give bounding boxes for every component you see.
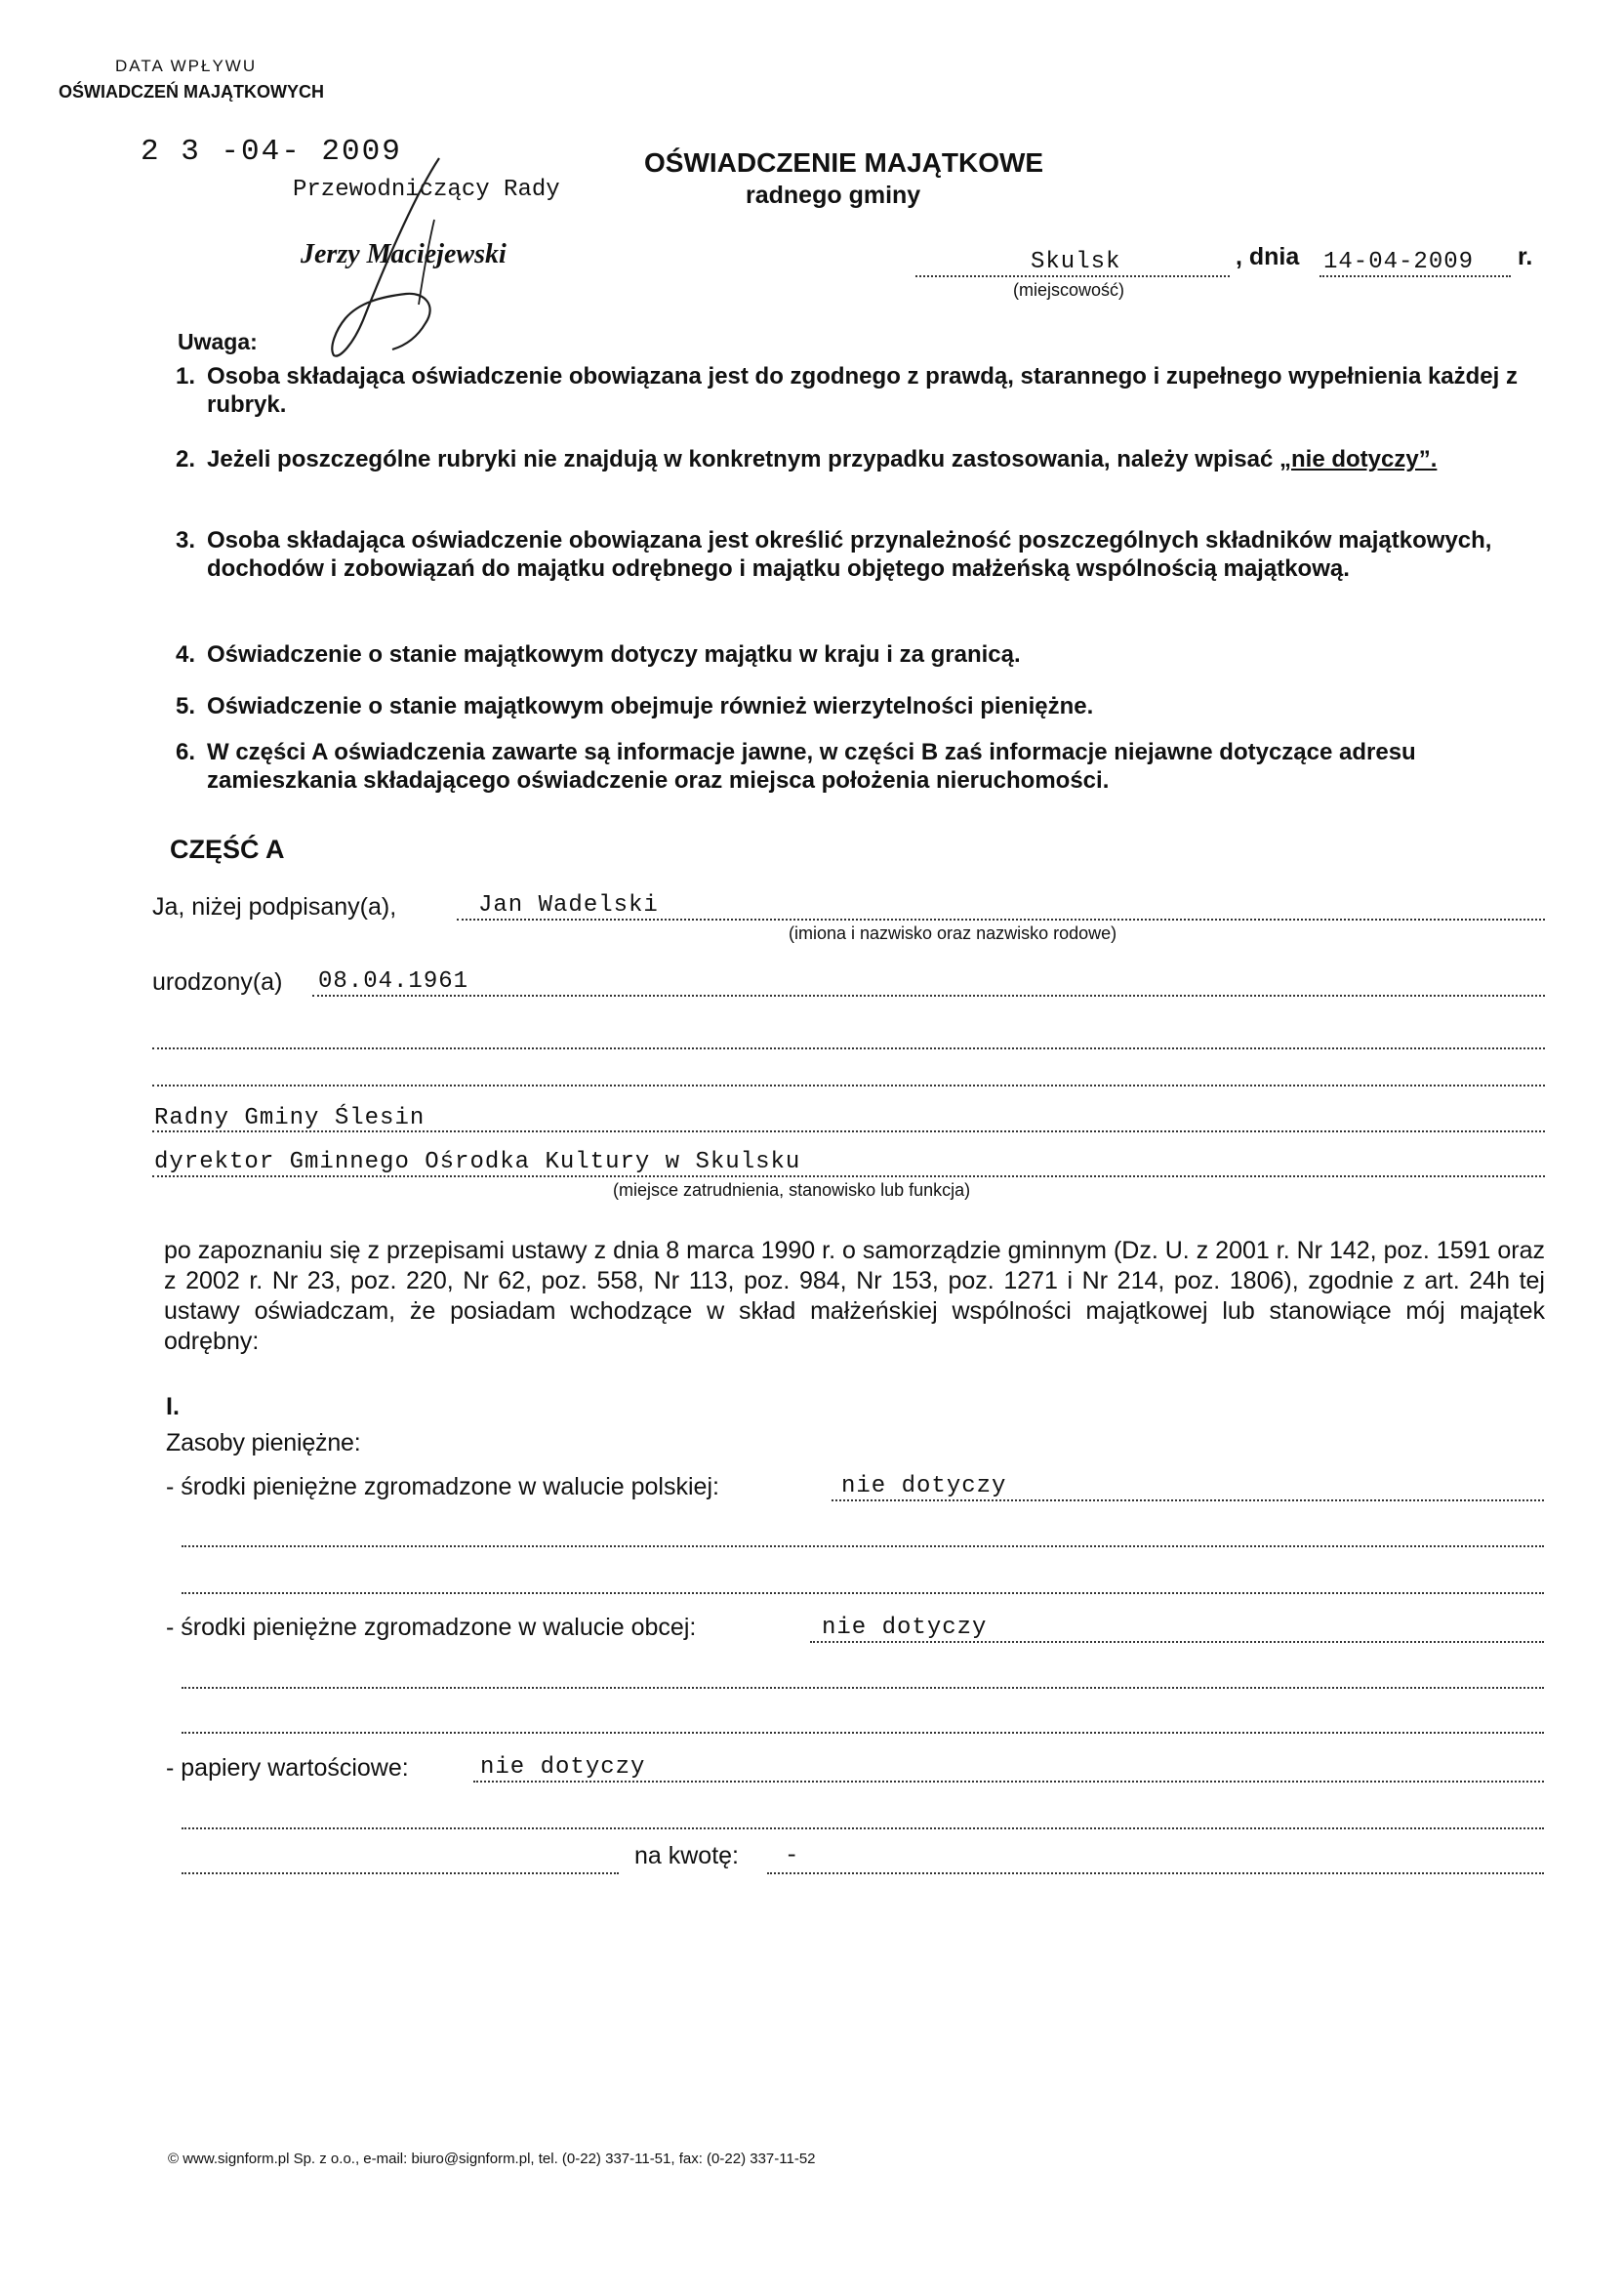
securities-label: - papiery wartościowe:	[166, 1754, 409, 1782]
blank-line	[182, 1545, 1544, 1547]
foreign-funds-label: - środki pieniężne zgromadzone w walucie obcej:	[166, 1614, 697, 1641]
amount-value: -	[785, 1843, 800, 1869]
handwritten-signature	[322, 146, 468, 390]
born-label: urodzony(a)	[152, 968, 283, 996]
note-text: Osoba składająca oświadczenie obowiązana jest określić przynależność poszczególnych składników majątkowych, dochodów i zobowiązań do majątku odrębnego i majątku objętego małżeńską wspólnością majątkową.	[207, 527, 1492, 582]
note-number: 3.	[176, 527, 196, 554]
amount-line	[767, 1872, 1544, 1874]
blank-line	[182, 1872, 619, 1874]
stamp-declarations-label: OŚWIADCZEŃ MAJĄTKOWYCH	[59, 82, 324, 102]
signed-label: Ja, niżej podpisany(a),	[152, 893, 397, 921]
blank-line	[182, 1687, 1544, 1689]
note-text: Oświadczenie o stanie majątkowym obejmuje również wierzytelności pieniężne.	[207, 693, 1094, 719]
place-value: Skulsk	[1031, 249, 1121, 275]
declaration-paragraph: po zapoznaniu się z przepisami ustawy z dnia 8 marca 1990 r. o samorządzie gminnym (Dz. U. z 2001 r. Nr 142, poz. 1591 oraz z 2002 r. Nr 23, poz. 220, Nr 62, poz. 558, Nr 113, poz. 984, Nr 153, poz. 1271 i Nr 214, poz. 1806), zgodnie z art. 24h tej ustawy oświadczam, że posiadam wchodzące w skład małżeńskiej wspólności majątkowej lub stanowiące mój majątek odrębny:	[164, 1237, 1545, 1355]
stamp-date-received-label: DATA WPŁYWU	[115, 57, 258, 75]
chairman-title: Przewodniczący Rady	[293, 177, 560, 203]
note-item-6	[176, 738, 1542, 795]
pln-funds-line	[832, 1499, 1544, 1501]
section-i-title: Zasoby pieniężne:	[166, 1429, 361, 1456]
note-item-5	[176, 692, 1542, 720]
employment-line	[152, 1175, 1545, 1177]
note-text: Oświadczenie o stanie majątkowym dotyczy majątku w kraju i za granicą.	[207, 641, 1021, 668]
blank-line	[152, 1085, 1545, 1086]
note-item-4	[176, 640, 1542, 669]
note-number: 5.	[176, 693, 196, 719]
date-line	[1320, 275, 1511, 277]
blank-line	[182, 1592, 1544, 1594]
pln-funds-value: nie dotyczy	[841, 1473, 1007, 1499]
date-label: , dnia	[1236, 243, 1300, 270]
section-i-roman: I.	[166, 1393, 180, 1420]
note-text-main: Jeżeli poszczególne rubryki nie znajdują w konkretnym przypadku zastosowania, należy wpisać	[207, 446, 1279, 472]
notes-title: Uwaga:	[178, 329, 258, 354]
chairman-name: Jerzy Maciejewski	[301, 239, 507, 269]
securities-line	[473, 1781, 1544, 1783]
date-suffix: r.	[1518, 243, 1533, 270]
note-item-3	[176, 526, 1542, 583]
note-item-2	[176, 445, 1542, 473]
foreign-funds-line	[810, 1641, 1544, 1643]
note-number: 2.	[176, 446, 196, 472]
footer-publisher: © www.signform.pl Sp. z o.o., e-mail: biuro@signform.pl, tel. (0-22) 337-11-51, fax: (0-22) 337-11-52	[168, 2151, 816, 2167]
securities-value: nie dotyczy	[480, 1754, 646, 1781]
place-caption: (miejscowość)	[1013, 280, 1125, 300]
part-a-heading: CZĘŚĆ A	[170, 835, 285, 864]
birth-date: 08.04.1961	[318, 968, 469, 995]
employment-value-1: Radny Gminy Ślesin	[154, 1105, 426, 1131]
note-item-1	[176, 362, 1542, 419]
note-text: Osoba składająca oświadczenie obowiązana jest do zgodnego z prawdą, starannego i zupełnego wypełnienia każdej z rubryk.	[207, 363, 1518, 418]
form-title: OŚWIADCZENIE MAJĄTKOWE	[644, 147, 1044, 178]
foreign-funds-value: nie dotyczy	[822, 1615, 988, 1641]
signed-caption: (imiona i nazwisko oraz nazwisko rodowe)	[789, 923, 1117, 943]
note-number: 6.	[176, 739, 196, 765]
note-number: 4.	[176, 641, 196, 668]
born-line	[312, 995, 1545, 997]
form-subtitle: radnego gminy	[746, 182, 921, 209]
amount-label: na kwotę:	[634, 1842, 740, 1869]
blank-line	[182, 1827, 1544, 1829]
note-text: W części A oświadczenia zawarte są informacje jawne, w części B zaś informacje niejawne dotyczące adresu zamieszkania składającego oświadczenie oraz miejsca położenia nieruchomości.	[207, 739, 1416, 794]
blank-line	[182, 1732, 1544, 1734]
employment-caption: (miejsce zatrudnienia, stanowisko lub funkcja)	[613, 1180, 971, 1200]
declaration-date: 14-04-2009	[1323, 249, 1475, 275]
blank-line	[152, 1047, 1545, 1049]
not-applicable-quote: „nie dotyczy”.	[1279, 446, 1438, 472]
note-text	[207, 445, 1542, 473]
employment-value-2: dyrektor Gminnego Ośrodka Kultury w Skulsku	[154, 1149, 801, 1175]
signed-line	[457, 919, 1545, 921]
pln-funds-label: - środki pieniężne zgromadzone w walucie polskiej:	[166, 1473, 719, 1500]
stamp-date: 2 3 -04- 2009	[141, 135, 402, 169]
declarant-name: Jan Wadelski	[478, 892, 659, 919]
place-line	[915, 275, 1230, 277]
note-number: 1.	[176, 363, 196, 390]
